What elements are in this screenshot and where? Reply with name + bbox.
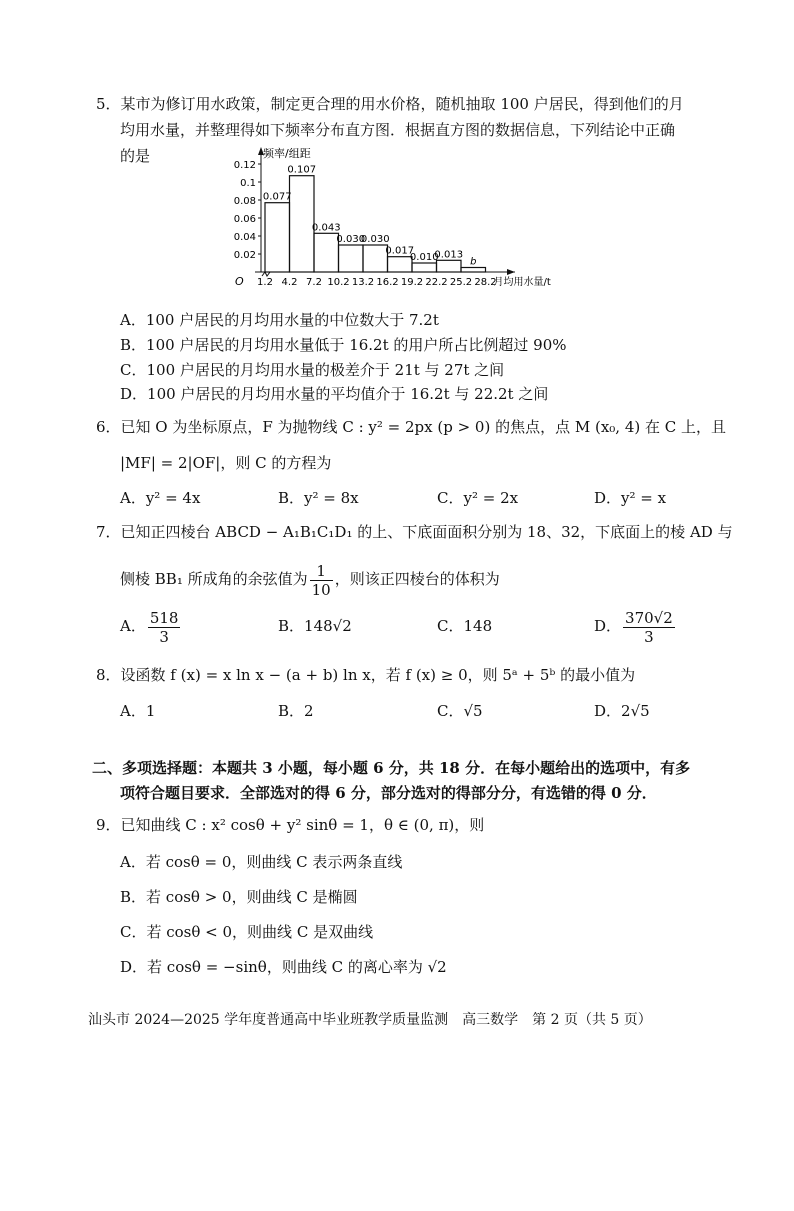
q7-option-d-label: D． (594, 617, 622, 635)
x-tick-label: 22.2 (425, 277, 448, 288)
q7-option-a-fraction (148, 609, 181, 646)
bar-value-label: 0.030 (360, 234, 390, 245)
bar-value-label: 0.107 (287, 164, 317, 176)
q6-option-b: B．y² = 8x (278, 489, 359, 507)
bar-value-label: 0.043 (311, 222, 341, 234)
q7-stem-line2 (120, 560, 500, 599)
x-axis-arrow (507, 269, 515, 275)
y-tick-label: 0.06 (233, 214, 256, 225)
x-tick-label: 16.2 (376, 277, 399, 288)
y-axis-label: 频率/组距 (263, 147, 311, 160)
q8-option-c: C．√5 (437, 702, 483, 720)
q7-option-a-den: 3 (159, 627, 169, 646)
bar-value-label: 0.017 (385, 245, 415, 257)
histogram-bar (265, 203, 290, 272)
x-tick-label: 19.2 (400, 277, 424, 288)
x-tick-label: 28.2 (474, 277, 497, 288)
q7-line2-post: ，则该正四棱台的体积为 (334, 570, 500, 588)
section2-heading-line1: 二、多项选择题：本题共 3 小题，每小题 6 分，共 18 分．在每小题给出的选项中，有多 (92, 759, 691, 777)
q9-option-a: A．若 cosθ = 0，则曲线 C 表示两条直线 (120, 853, 403, 871)
q5-stem-line3: 的是 (120, 147, 151, 165)
q5-option-a: A．100 户居民的月均用水量的中位数大于 7.2t (120, 311, 439, 329)
q8-stem-line1: 8．设函数 f (x) = x ln x − (a + b) ln x，若 f (x) ≥ 0，则 5ᵃ + 5ᵇ 的最小值为 (96, 666, 636, 684)
q6-option-d: D．y² = x (594, 489, 667, 507)
bar-value-label: 0.077 (262, 191, 292, 203)
x-tick-label: 4.2 (281, 277, 298, 288)
q8-option-b: B．2 (278, 702, 314, 720)
y-tick-label: 0.04 (233, 232, 256, 243)
y-tick-label: 0.02 (233, 250, 256, 261)
page-footer: 汕头市 2024—2025 学年度普通高中毕业班教学质量监测 高三数学 第 2 页（共 5 页） (88, 1012, 652, 1028)
histogram-bar (290, 176, 315, 272)
y-tick-label: 0.12 (233, 160, 256, 171)
q7-option-d-den: 3 (644, 627, 654, 646)
q7-line2-pre: 侧棱 BB₁ 所成角的余弦值为 (120, 570, 308, 588)
q6-option-a: A．y² = 4x (120, 489, 201, 507)
q6-stem-line2: |MF| = 2|OF|，则 C 的方程为 (120, 454, 332, 472)
q7-cosine-fraction (310, 562, 333, 599)
x-tick-label: 7.2 (306, 277, 322, 288)
y-tick-label: 0.08 (233, 196, 256, 207)
q5-option-b: B．100 户居民的月均用水量低于 16.2t 的用户所占比例超过 90% (120, 336, 567, 354)
q5-stem-line1: 5．某市为修订用水政策，制定更合理的用水价格，随机抽取 100 户居民，得到他们的月 (96, 95, 684, 113)
histogram-bar (461, 268, 486, 273)
histogram-bar (388, 257, 413, 272)
q6-stem-line1: 6．已知 O 为坐标原点，F 为抛物线 C : y² = 2px (p > 0) 的焦点，点 M (x₀, 4) 在 C 上，且 (96, 418, 727, 436)
q7-frac-den: 10 (311, 580, 331, 599)
origin-label: O (235, 275, 244, 288)
q5-stem-line2: 均用水量，并整理得如下频率分布直方图．根据直方图的数据信息，下列结论中正确 (120, 121, 676, 139)
frequency-histogram (225, 145, 551, 295)
q6-option-c: C．y² = 2x (437, 489, 519, 507)
q7-stem-line1: 7．已知正四棱台 ABCD − A₁B₁C₁D₁ 的上、下底面面积分别为 18、32，下底面上的棱 AD 与 (96, 523, 733, 541)
histogram-bar (412, 263, 437, 272)
y-tick-label: 0.1 (240, 178, 256, 189)
x-tick-label: 25.2 (449, 277, 473, 288)
q7-option-d (594, 606, 677, 646)
q7-option-b: B．148√2 (278, 617, 352, 635)
q5-option-c: C．100 户居民的月均用水量的极差介于 21t 与 27t 之间 (120, 361, 505, 379)
bar-value-label: 0.010 (409, 252, 439, 263)
x-tick-label: 13.2 (351, 277, 375, 288)
q7-option-a (120, 606, 182, 646)
q7-option-c: C．148 (437, 617, 493, 635)
bar-value-label: 0.013 (434, 249, 464, 261)
section2-heading-line2: 项符合题目要求．全部选对的得 6 分，部分选对的得部分分，有选错的得 0 分． (120, 784, 657, 802)
q9-stem-line1: 9．已知曲线 C : x² cosθ + y² sinθ = 1，θ ∈ (0, π)，则 (96, 816, 485, 834)
q7-option-a-num: 518 (149, 608, 179, 627)
q8-option-d: D．2√5 (594, 702, 650, 720)
q7-option-d-fraction (623, 609, 675, 646)
histogram-bar (339, 245, 364, 272)
histogram-bar (314, 233, 339, 272)
histogram-bar (363, 245, 388, 272)
q9-option-b: B．若 cosθ > 0，则曲线 C 是椭圆 (120, 888, 358, 906)
q7-option-a-label: A． (120, 617, 146, 635)
q7-frac-num: 1 (310, 562, 333, 581)
q9-option-d: D．若 cosθ = −sinθ，则曲线 C 的离心率为 √2 (120, 958, 447, 976)
q8-option-a: A．1 (120, 702, 156, 720)
x-tick-label: 10.2 (327, 277, 350, 288)
x-axis-label: 月均用水量/t (493, 277, 551, 288)
q7-option-d-num: 370√2 (625, 608, 673, 627)
bar-value-label: 0.030 (336, 234, 366, 245)
x-tick-label: 1.2 (257, 277, 273, 288)
bar-value-label: b (470, 256, 477, 268)
q9-option-c: C．若 cosθ < 0，则曲线 C 是双曲线 (120, 923, 374, 941)
histogram-bar (437, 260, 462, 272)
q5-option-d: D．100 户居民的月均用水量的平均值介于 16.2t 与 22.2t 之间 (120, 385, 549, 403)
